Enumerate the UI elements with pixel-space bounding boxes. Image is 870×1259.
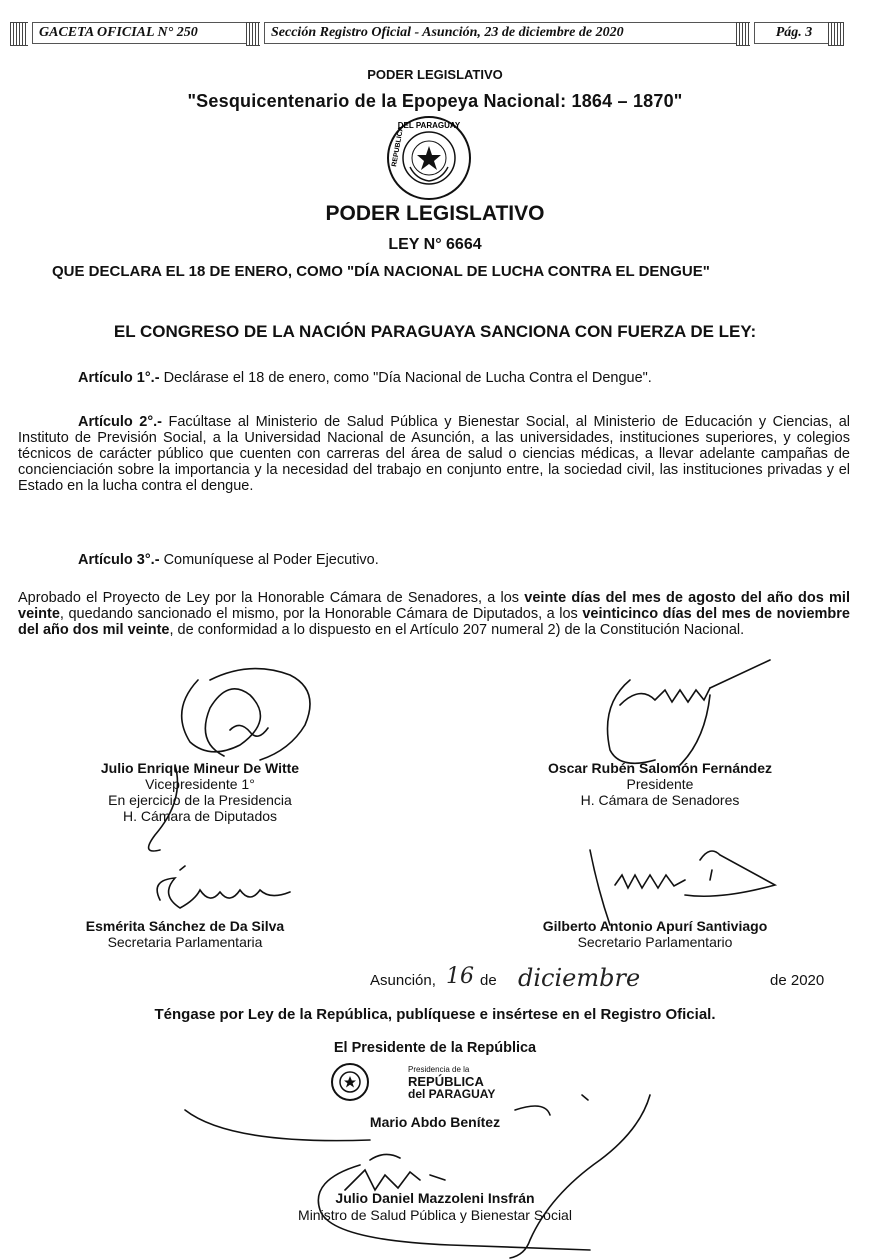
header-hatch	[736, 22, 750, 46]
signature-abdo	[170, 1070, 690, 1259]
date-line	[370, 964, 850, 994]
signatory-role: H. Cámara de Senadores	[580, 792, 740, 808]
approval-paragraph	[18, 590, 850, 638]
header-hatch	[246, 22, 260, 46]
gazette-section: Sección Registro Oficial - Asunción, 23 de diciembre de 2020	[264, 22, 740, 44]
page-number: Pág. 3	[754, 22, 834, 44]
date-day: 16	[446, 964, 474, 989]
signatory-role: Secretario Parlamentario	[577, 934, 733, 950]
signatory-role: H. Cámara de Diputados	[122, 808, 278, 824]
date-month: diciembre	[518, 964, 641, 992]
minister-name: Julio Daniel Mazzoleni Insfrán	[335, 1190, 535, 1206]
logo-paraguay: del PARAGUAY	[408, 1087, 496, 1101]
law-number: LEY N° 6664	[388, 236, 482, 253]
motto: "Sesquicentenario de la Epopeya Nacional: 1864 – 1870"	[187, 91, 683, 111]
logo-republica: REPÚBLICA	[408, 1074, 484, 1089]
signatory-right-1	[480, 760, 840, 808]
top-label: PODER LEGISLATIVO	[367, 67, 503, 82]
signatory-name: Julio Enrique Mineur De Witte	[100, 760, 300, 776]
paraguay-seal	[386, 115, 472, 201]
seal-text-left: REPUBLICA	[391, 125, 406, 168]
body-title: PODER LEGISLATIVO	[325, 202, 545, 225]
article-1	[18, 370, 850, 386]
signatory-role: Vicepresidente 1°	[145, 776, 255, 792]
approval-text-1: Aprobado el Proyecto de Ley por la Honorable Cámara de Senadores, a los	[18, 590, 525, 606]
promulgation: Téngase por Ley de la República, publíquese e insértese en el Registro Oficial.	[154, 1006, 716, 1023]
date-de: de	[480, 972, 497, 989]
enacting-clause: EL CONGRESO DE LA NACIÓN PARAGUAYA SANCIONA CON FUERZA DE LEY:	[113, 322, 757, 341]
header-hatch-left	[10, 22, 28, 46]
seal-text-top: DEL PARAGUAY	[397, 121, 461, 130]
signatory-name: Esmérita Sánchez de Da Silva	[85, 918, 285, 934]
date-place: Asunción,	[370, 972, 436, 989]
date-year: de 2020	[770, 972, 825, 989]
signatory-left-1	[40, 760, 360, 824]
article-1-text: Declárase el 18 de enero, como "Día Nacional de Lucha Contra el Dengue".	[163, 370, 652, 386]
president-name: Mario Abdo Benítez	[369, 1114, 501, 1130]
executive-title: El Presidente de la República	[333, 1040, 537, 1056]
gazette-number: GACETA OFICIAL N° 250	[32, 22, 252, 44]
approval-date-senate: veinte días del mes de agosto del año dos mil veinte	[18, 590, 850, 622]
article-3	[18, 552, 850, 568]
approval-text-3: , de conformidad a lo dispuesto en el Artículo 207 numeral 2) de la Constitución Nacional.	[169, 622, 745, 638]
approval-date-deputies: veinticinco días del mes de noviembre del año dos mil veinte	[18, 606, 850, 638]
law-subject: QUE DECLARA EL 18 DE ENERO, COMO "DÍA NACIONAL DE LUCHA CONTRA EL DENGUE"	[52, 263, 710, 280]
logo-small: Presidencia de la	[408, 1065, 470, 1074]
signature-mineur	[100, 650, 340, 860]
signatory-role: Secretaria Parlamentaria	[107, 934, 263, 950]
gazette-header	[10, 14, 858, 48]
signatory-role: Presidente	[626, 776, 694, 792]
minister-title: Ministro de Salud Pública y Bienestar Social	[298, 1207, 572, 1223]
signatory-name: Oscar Rubén Salomón Fernández	[547, 760, 773, 776]
article-2-text: Facúltase al Ministerio de Salud Pública y Bienestar Social, al Ministerio de Educación y Ciencias, al Instituto de Previsión Social, a la Universidad Nacional de Asunción, a las universidades, instituciones superiores, y colegios técnicos de carácter público que cuenten con carreras del área de salud o ciencias médicas, a llevar adelante campañas de concienciación sobre la importancia y la necesidad del trabajo en conjunto entre, la sociedad civil, las instituciones privadas y el Estado en la lucha contra el dengue.	[18, 414, 850, 494]
approval-text-2: , quedando sancionado el mismo, por la Honorable Cámara de Diputados, a los	[59, 606, 583, 622]
article-1-label: Artículo 1°.-	[78, 370, 160, 386]
signatory-left-2	[20, 918, 350, 950]
article-2-label: Artículo 2°.-	[78, 414, 162, 430]
signatory-name: Gilberto Antonio Apurí Santiviago	[542, 918, 768, 934]
article-3-label: Artículo 3°.-	[78, 552, 160, 568]
header-hatch-right	[828, 22, 844, 46]
signatory-role: En ejercicio de la Presidencia	[108, 792, 292, 808]
article-3-text: Comuníquese al Poder Ejecutivo.	[163, 552, 379, 568]
signatory-right-2	[470, 918, 840, 950]
article-2	[18, 414, 850, 494]
seal-emblem	[386, 115, 472, 201]
